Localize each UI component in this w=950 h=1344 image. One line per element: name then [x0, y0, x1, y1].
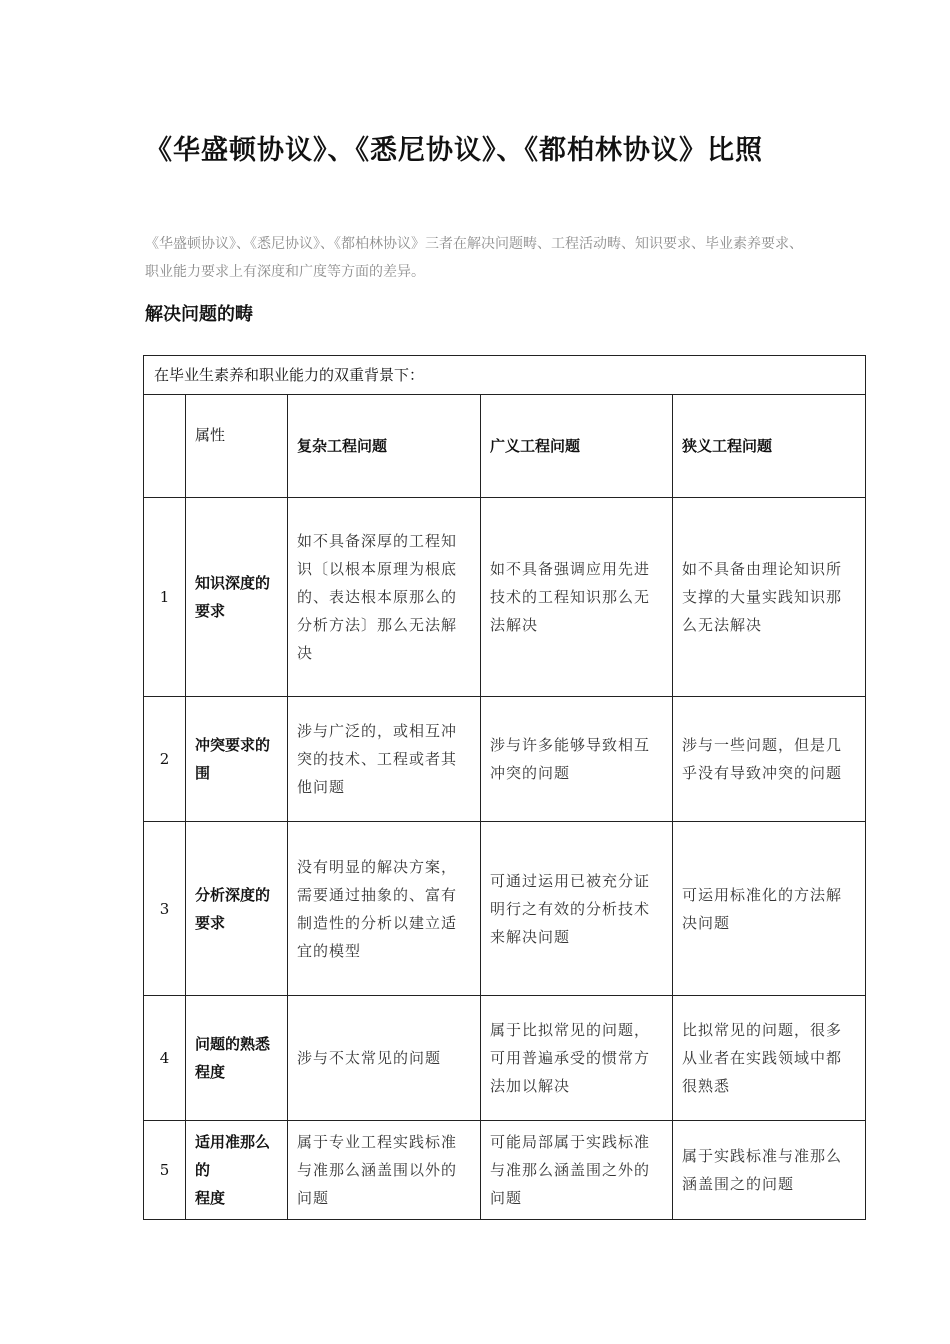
broad-problem-cell: 可通过运用已被充分证明行之有效的分析技术来解决问题 — [481, 822, 673, 996]
row-number-cell: 5 — [144, 1121, 186, 1220]
table-context-cell: 在毕业生素养和职业能力的双重背景下： — [144, 356, 866, 395]
header-broad-cell: 广义工程问题 — [481, 395, 673, 498]
table-row — [144, 822, 866, 996]
row-number-cell: 2 — [144, 697, 186, 822]
table-row — [144, 996, 866, 1121]
narrow-problem-cell: 涉与一些问题，但是几乎没有导致冲突的问题 — [673, 697, 866, 822]
row-attribute-cell: 知识深度的 要求 — [186, 498, 288, 697]
header-narrow-cell: 狭义工程问题 — [673, 395, 866, 498]
row-attribute-cell: 适用准那么的 程度 — [186, 1121, 288, 1220]
complex-problem-cell: 涉与广泛的，或相互冲突的技术、工程或者其他问题 — [288, 697, 481, 822]
row-attribute-cell: 冲突要求的 围 — [186, 697, 288, 822]
document-title: 《华盛顿协议》、《悉尼协议》、《都柏林协议》比照 — [145, 135, 763, 166]
row-number-cell: 3 — [144, 822, 186, 996]
narrow-problem-cell: 如不具备由理论知识所支撑的大量实践知识那么无法解决 — [673, 498, 866, 697]
row-attribute-cell: 问题的熟悉 程度 — [186, 996, 288, 1121]
row-number-cell: 1 — [144, 498, 186, 697]
intro-paragraph: 《华盛顿协议》、《悉尼协议》、《都柏林协议》三者在解决问题畴、工程活动畴、知识要求、毕业素养要求、职业能力要求上有深度和广度等方面的差异。 — [145, 236, 803, 280]
narrow-problem-cell: 比拟常见的问题，很多从业者在实践领域中都很熟悉 — [673, 996, 866, 1121]
table-header-row — [144, 395, 866, 498]
header-complex-cell: 复杂工程问题 — [288, 395, 481, 498]
table-row — [144, 1121, 866, 1220]
header-attribute-cell: 属性 — [186, 395, 288, 498]
narrow-problem-cell: 属于实践标准与准那么涵盖围之的问题 — [673, 1121, 866, 1220]
broad-problem-cell: 涉与许多能够导致相互冲突的问题 — [481, 697, 673, 822]
row-attribute-cell: 分析深度的 要求 — [186, 822, 288, 996]
table-context-row — [144, 356, 866, 395]
broad-problem-cell: 如不具备强调应用先进技术的工程知识那么无法解决 — [481, 498, 673, 697]
broad-problem-cell: 可能局部属于实践标准与准那么涵盖围之外的问题 — [481, 1121, 673, 1220]
complex-problem-cell: 属于专业工程实践标准与准那么涵盖围以外的问题 — [288, 1121, 481, 1220]
table-row — [144, 498, 866, 697]
header-number-cell — [144, 395, 186, 498]
comparison-table — [143, 355, 866, 1220]
complex-problem-cell: 如不具备深厚的工程知识〔以根本原理为根底的、表达根本原那么的分析方法〕那么无法解决 — [288, 498, 481, 697]
table-row — [144, 697, 866, 822]
complex-problem-cell: 涉与不太常见的问题 — [288, 996, 481, 1121]
row-number-cell: 4 — [144, 996, 186, 1121]
complex-problem-cell: 没有明显的解决方案，需要通过抽象的、富有制造性的分析以建立适宜的模型 — [288, 822, 481, 996]
narrow-problem-cell: 可运用标准化的方法解决问题 — [673, 822, 866, 996]
broad-problem-cell: 属于比拟常见的问题，可用普遍承受的惯常方法加以解决 — [481, 996, 673, 1121]
section-heading: 解决问题的畴 — [145, 304, 253, 325]
